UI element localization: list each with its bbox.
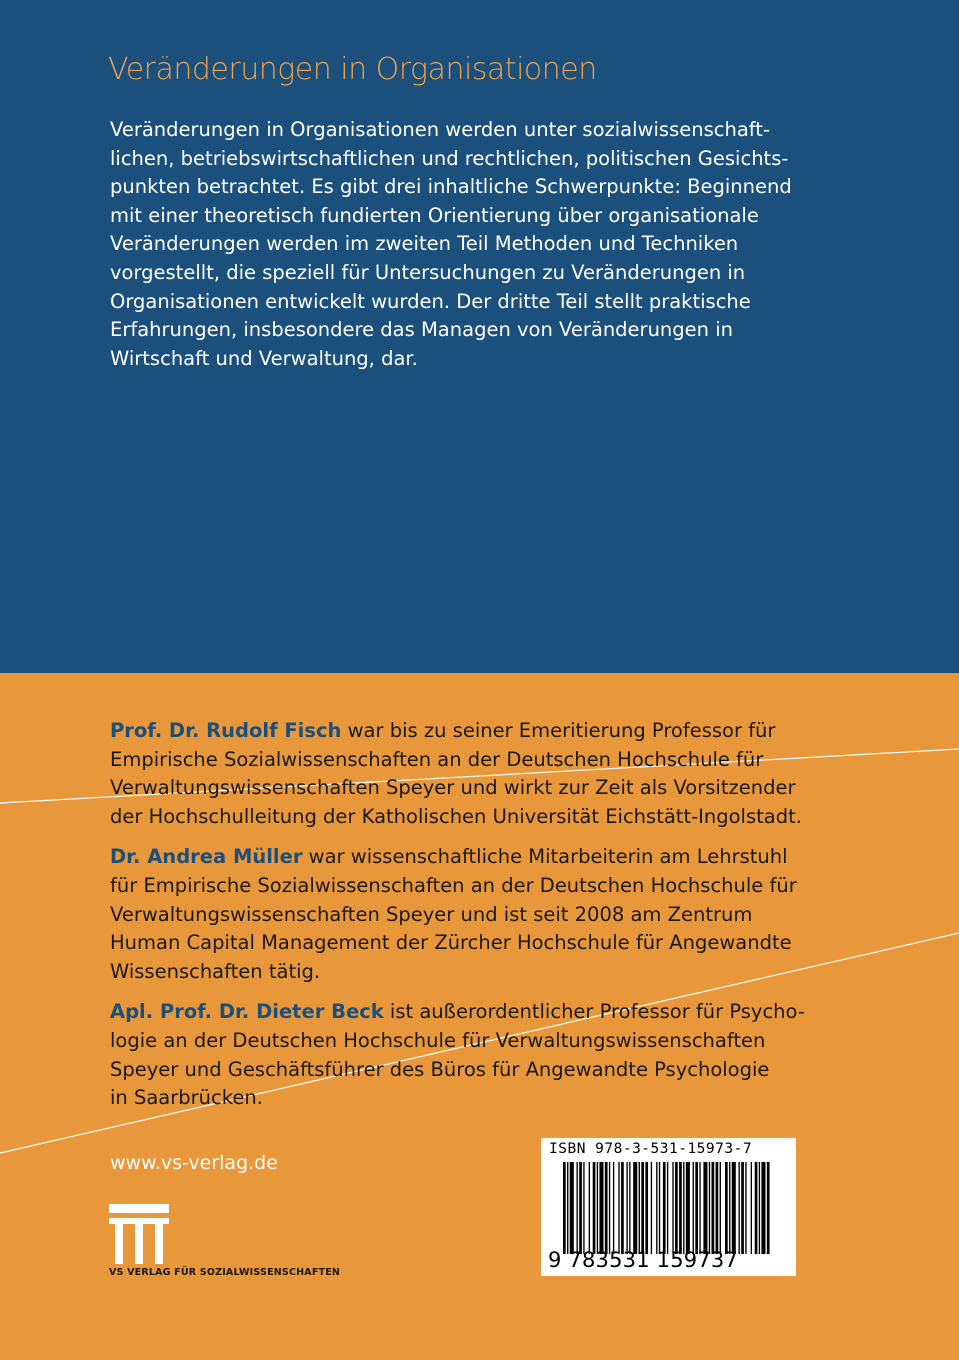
description-line: mit einer theoretisch fundierten Orientierung über organisationale	[110, 203, 759, 227]
bio-line: Empirische Sozialwissenschaften an der Deutschen Hochschule für	[110, 747, 764, 771]
barcode-bar	[629, 1162, 630, 1254]
isbn-label: ISBN 978-3-531-15973-7	[549, 1141, 753, 1157]
barcode-bar	[686, 1162, 690, 1254]
barcode-bar	[699, 1162, 700, 1254]
barcode-bar	[589, 1162, 590, 1254]
barcode-bar	[663, 1162, 666, 1254]
author-bios	[110, 717, 855, 1125]
barcode-bar	[577, 1162, 578, 1254]
bio-line: Human Capital Management der Zürcher Hochschule für Angewandte	[110, 931, 792, 955]
barcode-bar	[563, 1162, 566, 1254]
bio-line: für Empirische Sozialwissenschaften an der Deutschen Hochschule für	[110, 873, 797, 897]
isbn-barcode	[541, 1138, 796, 1276]
barcode-bar	[613, 1162, 614, 1254]
bio-line: Verwaltungswissenschaften Speyer und ist seit 2008 am Zentrum	[110, 902, 753, 926]
barcode-bar	[709, 1162, 710, 1254]
barcode-bar	[712, 1162, 715, 1254]
barcode-bar	[759, 1162, 760, 1254]
barcode-bar	[751, 1162, 752, 1254]
author-name: Prof. Dr. Rudolf Fisch	[110, 719, 342, 742]
top-panel	[0, 0, 959, 673]
barcode-bars	[563, 1162, 773, 1254]
barcode-bar	[641, 1162, 644, 1254]
barcode-bar	[633, 1162, 637, 1254]
barcode-bar	[618, 1162, 619, 1254]
bio-text: ist außerordentlicher Professor für Psycho-	[383, 1000, 805, 1024]
author-bio	[110, 998, 855, 1112]
barcode-bar	[667, 1162, 668, 1254]
barcode-bar	[645, 1162, 648, 1254]
barcode-bar	[767, 1162, 770, 1254]
bio-line: in Saarbrücken.	[110, 1086, 263, 1110]
barcode-bar	[626, 1162, 627, 1254]
barcode-bar	[695, 1162, 698, 1254]
publisher-name: VS VERLAG FÜR SOZIALWISSENSCHAFTEN	[109, 1267, 341, 1278]
description-line: punkten betrachtet. Es gibt drei inhaltliche Schwerpunkte: Beginnend	[110, 175, 792, 199]
barcode-bar	[659, 1162, 660, 1254]
barcode-bar	[683, 1162, 684, 1254]
bio-text: war bis zu seiner Emeritierung Professor für	[341, 719, 776, 742]
bio-line: der Hochschulleitung der Katholischen Universität Eichstätt-Ingolstadt.	[110, 804, 802, 828]
barcode-bar	[621, 1162, 624, 1254]
author-bio	[110, 717, 855, 831]
barcode-bar	[732, 1162, 736, 1254]
description-line: Organisationen entwickelt wurden. Der dritte Teil stellt praktische	[110, 289, 751, 313]
barcode-bar	[745, 1162, 746, 1254]
bio-line: Speyer und Geschäftsführer des Büros für Angewandte Psychologie	[110, 1057, 770, 1081]
description-line: vorgestellt, die speziell für Untersuchungen zu Veränderungen in	[110, 260, 746, 284]
description-line: Veränderungen in Organisationen werden unter sozialwissenschaft-	[110, 118, 770, 141]
barcode-bar	[599, 1162, 603, 1254]
barcode-bar	[605, 1162, 608, 1254]
barcode-bar	[703, 1162, 707, 1254]
barcode-bar	[679, 1162, 682, 1254]
barcode-bar	[579, 1162, 582, 1254]
barcode-bar	[720, 1162, 721, 1254]
author-name: Apl. Prof. Dr. Dieter Beck	[110, 1000, 384, 1024]
barcode-bar	[755, 1162, 758, 1254]
barcode-bar	[725, 1162, 728, 1254]
description-line: Veränderungen werden im zweiten Teil Methoden und Techniken	[110, 232, 739, 256]
barcode-digits: 9 783531 159737	[548, 1248, 739, 1272]
bio-text: war wissenschaftliche Mitarbeiterin am Lehrstuhl	[302, 845, 788, 869]
barcode-bar	[672, 1162, 673, 1254]
barcode-bar	[729, 1162, 730, 1254]
bio-line: Wissenschaften tätig.	[110, 959, 321, 983]
barcode-bar	[693, 1162, 694, 1254]
barcode-bar	[656, 1162, 657, 1254]
barcode-bar	[609, 1162, 610, 1254]
publisher-website[interactable]: www.vs-verlag.de	[110, 1152, 278, 1174]
barcode-bar	[570, 1162, 574, 1254]
description-line: lichen, betriebswirtschaftlichen und rechtlichen, politischen Gesichts-	[110, 146, 789, 170]
barcode-bar	[639, 1162, 640, 1254]
description-line: Erfahrungen, insbesondere das Managen von Veränderungen in	[110, 318, 733, 342]
bio-line: Verwaltungswissenschaften Speyer und wirkt zur Zeit als Vorsitzender	[110, 776, 796, 800]
barcode-bar	[567, 1162, 568, 1254]
author-name: Dr. Andrea Müller	[110, 845, 303, 869]
book-description	[110, 116, 830, 373]
author-bio	[110, 843, 855, 986]
book-title: Veränderungen in Organisationen	[108, 52, 597, 87]
bio-line: logie an der Deutschen Hochschule für Verwaltungswissenschaften	[110, 1028, 766, 1052]
barcode-bar	[651, 1162, 652, 1254]
barcode-bar	[716, 1162, 719, 1254]
barcode-bar	[761, 1162, 765, 1254]
vs-verlag-logo-icon	[109, 1204, 169, 1264]
barcode-bar	[675, 1162, 678, 1254]
description-line: Wirtschaft und Verwaltung, dar.	[110, 346, 418, 370]
barcode-bar	[739, 1162, 740, 1254]
barcode-bar	[741, 1162, 744, 1254]
barcode-bar	[583, 1162, 584, 1254]
barcode-bar	[593, 1162, 596, 1254]
barcode-bar	[597, 1162, 598, 1254]
